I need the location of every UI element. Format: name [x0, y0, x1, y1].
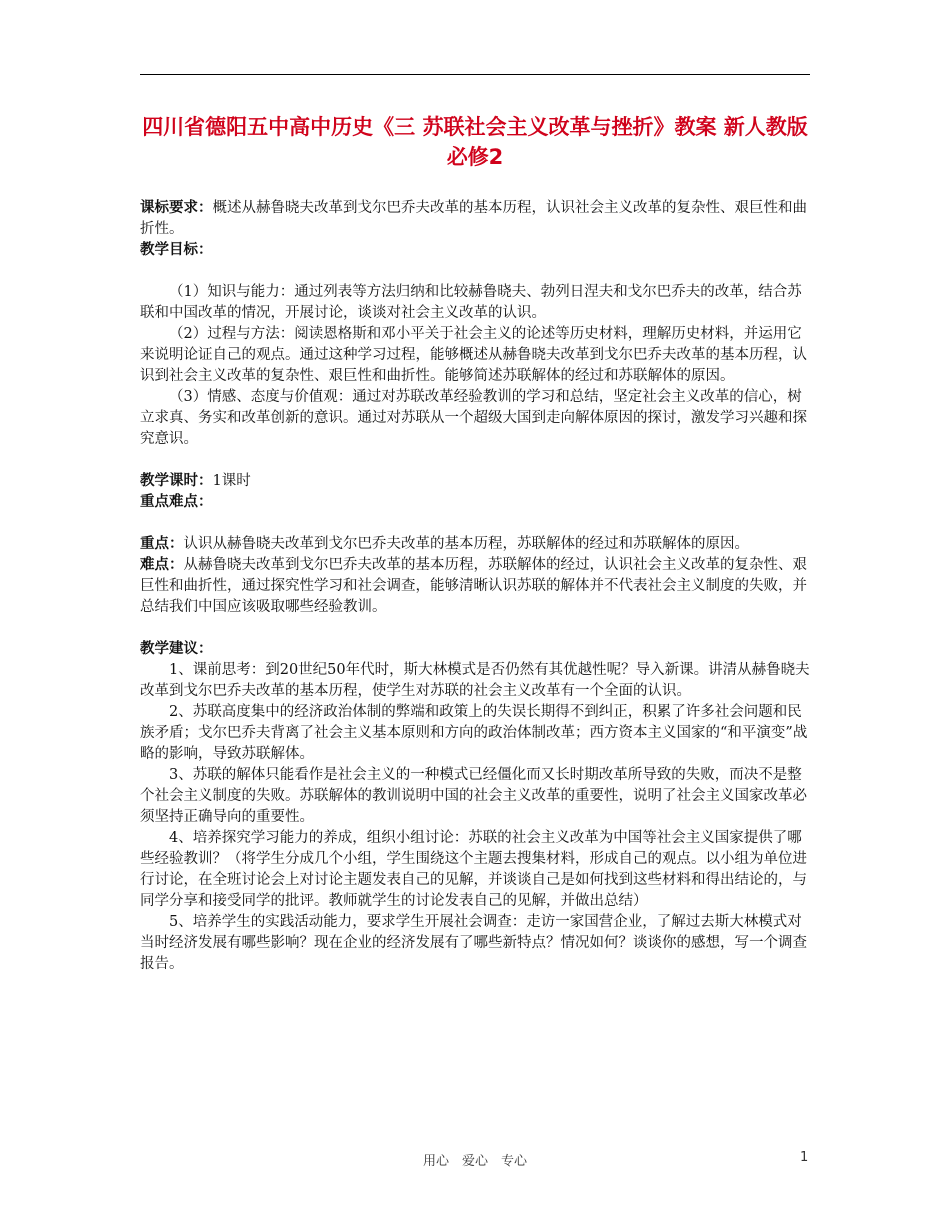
objective-knowledge: （1）知识与能力：通过列表等方法归纳和比较赫鲁晓夫、勃列日涅夫和戈尔巴乔夫的改革，结合苏联和中国改革的情况，开展讨论，谈谈对社会主义改革的认识。 — [140, 284, 802, 321]
key-point: 重点：认识从赫鲁晓夫改革到戈尔巴乔夫改革的基本历程，苏联解体的经过和苏联解体的原因。 — [140, 536, 749, 552]
class-hours: 教学课时：1课时 — [140, 473, 251, 489]
key-points-heading: 重点难点： — [140, 494, 213, 510]
objective-process: （2）过程与方法：阅读恩格斯和邓小平关于社会主义的论述等历史材料，理解历史材料，并运用它来说明论证自己的观点。通过这种学习过程，能够概述从赫鲁晓夫改革到戈尔巴乔夫改革的基本历程，认识到社会主义改革的复杂性、艰巨性和曲折性。能够简述苏联解体的经过和苏联解体的原因。 — [140, 326, 807, 384]
spacer — [140, 618, 812, 639]
objectives-heading: 教学目标： — [140, 242, 213, 258]
document-body — [140, 198, 812, 975]
suggestion-4: 4、培养探究学习能力的养成，组织小组讨论：苏联的社会主义改革为中国等社会主义国家提供了哪些经验教训？（将学生分成几个小组，学生围绕这个主题去搜集材料，形成自己的观点。以小组为单位进行讨论，在全班讨论会上对讨论主题发表自己的见解，并谈谈自己是如何找到这些材料和得出结论的，与同学分享和接受同学的批评。教师就学生的讨论发表自己的见解，并做出总结） — [140, 830, 807, 909]
suggestions-heading: 教学建议： — [140, 641, 213, 657]
course-standard-text: 概述从赫鲁晓夫改革到戈尔巴乔夫改革的基本历程，认识社会主义改革的复杂性、艰巨性和曲折性。 — [140, 200, 807, 237]
spacer — [140, 450, 812, 471]
footer-motto: 用心 爱心 专心 — [422, 1154, 527, 1169]
objective-values: （3）情感、态度与价值观：通过对苏联改革经验教训的学习和总结，坚定社会主义改革的信心，树立求真、务实和改革创新的意识。通过对苏联从一个超级大国到走向解体原因的探讨，激发学习兴趣和探究意识。 — [140, 389, 807, 447]
spacer — [140, 513, 812, 534]
suggestion-5: 5、培养学生的实践活动能力，要求学生开展社会调查：走访一家国营企业，了解过去斯大林模式对当时经济发展有哪些影响？现在企业的经济发展有了哪些新特点？情况如何？谈谈你的感想，写一个调查报告。 — [140, 914, 807, 972]
suggestion-1: 1、课前思考：到20世纪50年代时，斯大林模式是否仍然有其优越性呢？导入新课。讲清从赫鲁晓夫改革到戈尔巴乔夫改革的基本历程，使学生对苏联的社会主义改革有一个全面的认识。 — [140, 662, 810, 699]
suggestion-3: 3、苏联的解体只能看作是社会主义的一种模式已经僵化而又长时期改革所导致的失败，而决不是整个社会主义制度的失败。苏联解体的教训说明中国的社会主义改革的重要性，说明了社会主义国家改革必须坚持正确导向的重要性。 — [140, 767, 807, 825]
document-title: 四川省德阳五中高中历史《三 苏联社会主义改革与挫折》教案 新人教版必修2 — [142, 115, 808, 169]
suggestion-2: 2、苏联高度集中的经济政治体制的弊端和政策上的失误长期得不到纠正，积累了许多社会问题和民族矛盾；戈尔巴乔夫背离了社会主义基本原则和方向的政治体制改革；西方资本主义国家的“和平演变”战略的影响，导致苏联解体。 — [140, 704, 808, 762]
course-standard-label: 课标要求： — [140, 200, 213, 216]
difficult-point: 难点：从赫鲁晓夫改革到戈尔巴乔夫改革的基本历程，苏联解体的经过，认识社会主义改革的复杂性、艰巨性和曲折性，通过探究性学习和社会调查，能够清晰认识苏联的解体并不代表社会主义制度的失败，并总结我们中国应该吸取哪些经验教训。 — [140, 557, 807, 615]
course-standard — [140, 198, 812, 240]
header-rule — [140, 74, 810, 75]
page-number: 1 — [800, 1150, 809, 1165]
spacer — [140, 261, 812, 282]
